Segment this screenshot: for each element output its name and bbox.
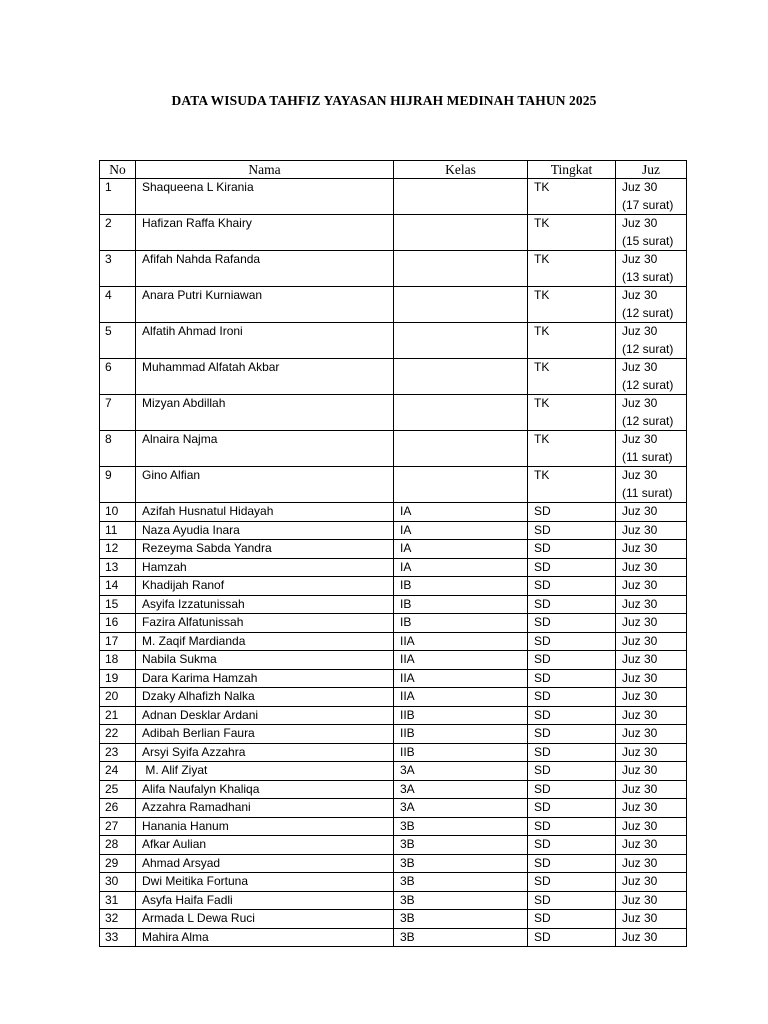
cell-tingkat: SD <box>528 540 616 559</box>
juz-label: Juz 30 <box>622 360 658 374</box>
juz-label: Juz 30 <box>622 288 658 302</box>
cell-nama: Nabila Sukma <box>136 651 394 670</box>
cell-no: 23 <box>100 743 136 762</box>
cell-no: 26 <box>100 799 136 818</box>
table-body <box>100 179 687 947</box>
cell-nama: Arsyi Syifa Azzahra <box>136 743 394 762</box>
cell-tingkat: TK <box>528 215 616 251</box>
cell-nama: Khadijah Ranof <box>136 577 394 596</box>
cell-no: 5 <box>100 323 136 359</box>
cell-no: 28 <box>100 836 136 855</box>
cell-nama: Azzahra Ramadhani <box>136 799 394 818</box>
juz-label: Juz 30 <box>622 432 658 446</box>
cell-nama: Hanania Hanum <box>136 817 394 836</box>
cell-juz <box>616 540 687 559</box>
table-row <box>100 799 687 818</box>
cell-tingkat: SD <box>528 928 616 947</box>
cell-tingkat: TK <box>528 323 616 359</box>
juz-surat-count: (12 surat) <box>622 377 674 392</box>
cell-kelas: 3B <box>394 854 528 873</box>
cell-juz <box>616 503 687 522</box>
cell-kelas: IA <box>394 540 528 559</box>
cell-juz <box>616 873 687 892</box>
cell-nama: Alfatih Ahmad Ironi <box>136 323 394 359</box>
table-row <box>100 595 687 614</box>
cell-no: 31 <box>100 891 136 910</box>
cell-juz <box>616 251 687 287</box>
cell-tingkat: SD <box>528 706 616 725</box>
cell-kelas <box>394 395 528 431</box>
juz-label: Juz 30 <box>622 689 658 703</box>
cell-tingkat: SD <box>528 873 616 892</box>
cell-juz <box>616 669 687 688</box>
cell-juz <box>616 725 687 744</box>
cell-nama: Dwi Meitika Fortuna <box>136 873 394 892</box>
juz-label: Juz 30 <box>622 504 658 518</box>
cell-no: 18 <box>100 651 136 670</box>
juz-label: Juz 30 <box>622 874 658 888</box>
cell-nama: Afifah Nahda Rafanda <box>136 251 394 287</box>
juz-label: Juz 30 <box>622 596 658 611</box>
cell-tingkat: TK <box>528 395 616 431</box>
table-row <box>100 215 687 251</box>
cell-nama: Hafizan Raffa Khairy <box>136 215 394 251</box>
cell-tingkat: TK <box>528 287 616 323</box>
cell-nama: Ahmad Arsyad <box>136 854 394 873</box>
table-row <box>100 395 687 431</box>
cell-kelas: 3B <box>394 836 528 855</box>
cell-juz <box>616 577 687 596</box>
juz-label: Juz 30 <box>622 781 658 796</box>
cell-no: 13 <box>100 558 136 577</box>
cell-juz <box>616 287 687 323</box>
cell-nama: Adibah Berlian Faura <box>136 725 394 744</box>
cell-juz <box>616 706 687 725</box>
juz-surat-count: (17 surat) <box>622 197 674 212</box>
table-row <box>100 287 687 323</box>
cell-kelas: IB <box>394 595 528 614</box>
cell-no: 14 <box>100 577 136 596</box>
table-row <box>100 359 687 395</box>
participants-table <box>99 160 687 947</box>
cell-juz <box>616 762 687 781</box>
juz-label: Juz 30 <box>622 892 658 907</box>
cell-no: 27 <box>100 817 136 836</box>
juz-label: Juz 30 <box>622 652 658 666</box>
table-row <box>100 669 687 688</box>
cell-no: 19 <box>100 669 136 688</box>
cell-tingkat: SD <box>528 891 616 910</box>
cell-kelas: IIA <box>394 632 528 651</box>
table-row <box>100 614 687 633</box>
cell-no: 20 <box>100 688 136 707</box>
cell-juz <box>616 891 687 910</box>
cell-kelas: IB <box>394 577 528 596</box>
table-row <box>100 467 687 503</box>
cell-juz <box>616 632 687 651</box>
cell-no: 21 <box>100 706 136 725</box>
table-row <box>100 854 687 873</box>
cell-nama: Naza Ayudia Inara <box>136 521 394 540</box>
cell-nama: Armada L Dewa Ruci <box>136 910 394 929</box>
cell-nama: M. Alif Ziyat <box>136 762 394 781</box>
cell-tingkat: SD <box>528 817 616 836</box>
juz-label: Juz 30 <box>622 578 658 592</box>
cell-juz <box>616 215 687 251</box>
table-row <box>100 179 687 215</box>
cell-no: 8 <box>100 431 136 467</box>
cell-nama: Alifa Naufalyn Khaliqa <box>136 780 394 799</box>
juz-label: Juz 30 <box>622 180 658 194</box>
cell-kelas <box>394 467 528 503</box>
cell-tingkat: SD <box>528 854 616 873</box>
cell-no: 10 <box>100 503 136 522</box>
cell-nama: Gino Alfian <box>136 467 394 503</box>
cell-kelas: 3B <box>394 873 528 892</box>
header-juz: Juz <box>616 161 687 179</box>
header-nama: Nama <box>136 161 394 179</box>
cell-nama: M. Zaqif Mardianda <box>136 632 394 651</box>
cell-tingkat: SD <box>528 725 616 744</box>
juz-label: Juz 30 <box>622 818 658 833</box>
table-row <box>100 725 687 744</box>
cell-kelas <box>394 323 528 359</box>
cell-juz <box>616 651 687 670</box>
table-row <box>100 928 687 947</box>
cell-tingkat: TK <box>528 467 616 503</box>
table-row <box>100 577 687 596</box>
juz-label: Juz 30 <box>622 396 658 410</box>
juz-label: Juz 30 <box>622 324 658 338</box>
cell-juz <box>616 431 687 467</box>
juz-label: Juz 30 <box>622 911 658 925</box>
cell-no: 25 <box>100 780 136 799</box>
cell-no: 32 <box>100 910 136 929</box>
juz-label: Juz 30 <box>622 763 658 777</box>
cell-kelas: 3A <box>394 762 528 781</box>
header-tingkat: Tingkat <box>528 161 616 179</box>
cell-tingkat: SD <box>528 836 616 855</box>
cell-no: 16 <box>100 614 136 633</box>
cell-kelas: 3B <box>394 891 528 910</box>
juz-surat-count: (15 surat) <box>622 233 674 248</box>
cell-nama: Mizyan Abdillah <box>136 395 394 431</box>
cell-juz <box>616 817 687 836</box>
cell-tingkat: TK <box>528 251 616 287</box>
cell-nama: Muhammad Alfatah Akbar <box>136 359 394 395</box>
cell-nama: Alnaira Najma <box>136 431 394 467</box>
juz-surat-count: (12 surat) <box>622 305 674 320</box>
header-no: No <box>100 161 136 179</box>
cell-juz <box>616 323 687 359</box>
cell-no: 12 <box>100 540 136 559</box>
cell-tingkat: SD <box>528 521 616 540</box>
table-row <box>100 251 687 287</box>
table-row <box>100 651 687 670</box>
juz-label: Juz 30 <box>622 707 658 722</box>
cell-no: 17 <box>100 632 136 651</box>
table-row <box>100 817 687 836</box>
cell-no: 29 <box>100 854 136 873</box>
cell-juz <box>616 836 687 855</box>
juz-surat-count: (13 surat) <box>622 269 674 284</box>
cell-no: 22 <box>100 725 136 744</box>
cell-kelas <box>394 251 528 287</box>
cell-juz <box>616 521 687 540</box>
cell-no: 11 <box>100 521 136 540</box>
table-row <box>100 558 687 577</box>
table-row <box>100 688 687 707</box>
cell-kelas: 3A <box>394 780 528 799</box>
table-row <box>100 762 687 781</box>
cell-kelas <box>394 179 528 215</box>
cell-kelas <box>394 359 528 395</box>
cell-no: 33 <box>100 928 136 947</box>
cell-juz <box>616 179 687 215</box>
cell-no: 9 <box>100 467 136 503</box>
cell-tingkat: SD <box>528 688 616 707</box>
cell-no: 2 <box>100 215 136 251</box>
cell-juz <box>616 780 687 799</box>
juz-label: Juz 30 <box>622 670 658 685</box>
cell-kelas: 3B <box>394 817 528 836</box>
cell-nama: Asyfa Haifa Fadli <box>136 891 394 910</box>
table-row <box>100 323 687 359</box>
cell-kelas: 3B <box>394 928 528 947</box>
cell-tingkat: SD <box>528 780 616 799</box>
cell-juz <box>616 928 687 947</box>
juz-surat-count: (12 surat) <box>622 413 674 428</box>
cell-nama: Asyifa Izzatunissah <box>136 595 394 614</box>
juz-surat-count: (11 surat) <box>622 449 673 464</box>
cell-no: 7 <box>100 395 136 431</box>
juz-label: Juz 30 <box>622 726 658 740</box>
cell-juz <box>616 467 687 503</box>
cell-nama: Hamzah <box>136 558 394 577</box>
juz-label: Juz 30 <box>622 252 658 266</box>
juz-label: Juz 30 <box>622 522 658 537</box>
juz-label: Juz 30 <box>622 837 658 851</box>
juz-surat-count: (11 surat) <box>622 485 673 500</box>
cell-kelas: IIA <box>394 651 528 670</box>
cell-kelas: IIB <box>394 706 528 725</box>
cell-nama: Azifah Husnatul Hidayah <box>136 503 394 522</box>
juz-label: Juz 30 <box>622 541 658 555</box>
cell-nama: Dzaky Alhafizh Nalka <box>136 688 394 707</box>
cell-kelas: IA <box>394 558 528 577</box>
cell-tingkat: SD <box>528 799 616 818</box>
cell-no: 1 <box>100 179 136 215</box>
cell-kelas: 3A <box>394 799 528 818</box>
cell-tingkat: TK <box>528 359 616 395</box>
cell-juz <box>616 558 687 577</box>
cell-nama: Afkar Aulian <box>136 836 394 855</box>
table-row <box>100 540 687 559</box>
table-row <box>100 873 687 892</box>
table-row <box>100 836 687 855</box>
cell-kelas <box>394 287 528 323</box>
cell-juz <box>616 595 687 614</box>
table-row <box>100 780 687 799</box>
cell-juz <box>616 359 687 395</box>
cell-tingkat: SD <box>528 577 616 596</box>
cell-juz <box>616 688 687 707</box>
cell-tingkat: SD <box>528 503 616 522</box>
juz-label: Juz 30 <box>622 633 658 648</box>
table-header-row <box>100 161 687 179</box>
cell-tingkat: TK <box>528 179 616 215</box>
cell-nama: Dara Karima Hamzah <box>136 669 394 688</box>
juz-label: Juz 30 <box>622 800 658 814</box>
cell-no: 15 <box>100 595 136 614</box>
cell-nama: Anara Putri Kurniawan <box>136 287 394 323</box>
cell-juz <box>616 854 687 873</box>
cell-tingkat: SD <box>528 558 616 577</box>
cell-nama: Mahira Alma <box>136 928 394 947</box>
cell-kelas: IIB <box>394 725 528 744</box>
juz-surat-count: (12 surat) <box>622 341 674 356</box>
juz-label: Juz 30 <box>622 468 658 482</box>
table-row <box>100 431 687 467</box>
table-row <box>100 503 687 522</box>
cell-kelas: IIA <box>394 669 528 688</box>
cell-nama: Rezeyma Sabda Yandra <box>136 540 394 559</box>
cell-no: 24 <box>100 762 136 781</box>
cell-kelas: IIA <box>394 688 528 707</box>
juz-label: Juz 30 <box>622 744 658 759</box>
cell-tingkat: TK <box>528 431 616 467</box>
cell-no: 30 <box>100 873 136 892</box>
document-title: DATA WISUDA TAHFIZ YAYASAN HIJRAH MEDINAH TAHUN 2025 <box>171 93 597 108</box>
juz-label: Juz 30 <box>622 929 658 944</box>
cell-kelas: IIB <box>394 743 528 762</box>
cell-kelas: IA <box>394 521 528 540</box>
cell-tingkat: SD <box>528 651 616 670</box>
cell-tingkat: SD <box>528 743 616 762</box>
cell-no: 3 <box>100 251 136 287</box>
cell-juz <box>616 910 687 929</box>
cell-tingkat: SD <box>528 762 616 781</box>
cell-tingkat: SD <box>528 632 616 651</box>
table-row <box>100 743 687 762</box>
cell-juz <box>616 614 687 633</box>
juz-label: Juz 30 <box>622 216 658 230</box>
cell-nama: Adnan Desklar Ardani <box>136 706 394 725</box>
juz-label: Juz 30 <box>622 615 658 629</box>
table-row <box>100 891 687 910</box>
table-row <box>100 910 687 929</box>
cell-tingkat: SD <box>528 669 616 688</box>
cell-kelas: 3B <box>394 910 528 929</box>
cell-tingkat: SD <box>528 614 616 633</box>
cell-nama: Fazira Alfatunissah <box>136 614 394 633</box>
cell-juz <box>616 395 687 431</box>
cell-kelas <box>394 431 528 467</box>
juz-label: Juz 30 <box>622 855 658 870</box>
cell-juz <box>616 743 687 762</box>
cell-juz <box>616 799 687 818</box>
table-row <box>100 521 687 540</box>
table-row <box>100 632 687 651</box>
table-row <box>100 706 687 725</box>
header-kelas: Kelas <box>394 161 528 179</box>
cell-nama: Shaqueena L Kirania <box>136 179 394 215</box>
cell-no: 6 <box>100 359 136 395</box>
cell-kelas: IA <box>394 503 528 522</box>
cell-kelas: IB <box>394 614 528 633</box>
cell-no: 4 <box>100 287 136 323</box>
cell-kelas <box>394 215 528 251</box>
juz-label: Juz 30 <box>622 559 658 574</box>
cell-tingkat: SD <box>528 595 616 614</box>
cell-tingkat: SD <box>528 910 616 929</box>
